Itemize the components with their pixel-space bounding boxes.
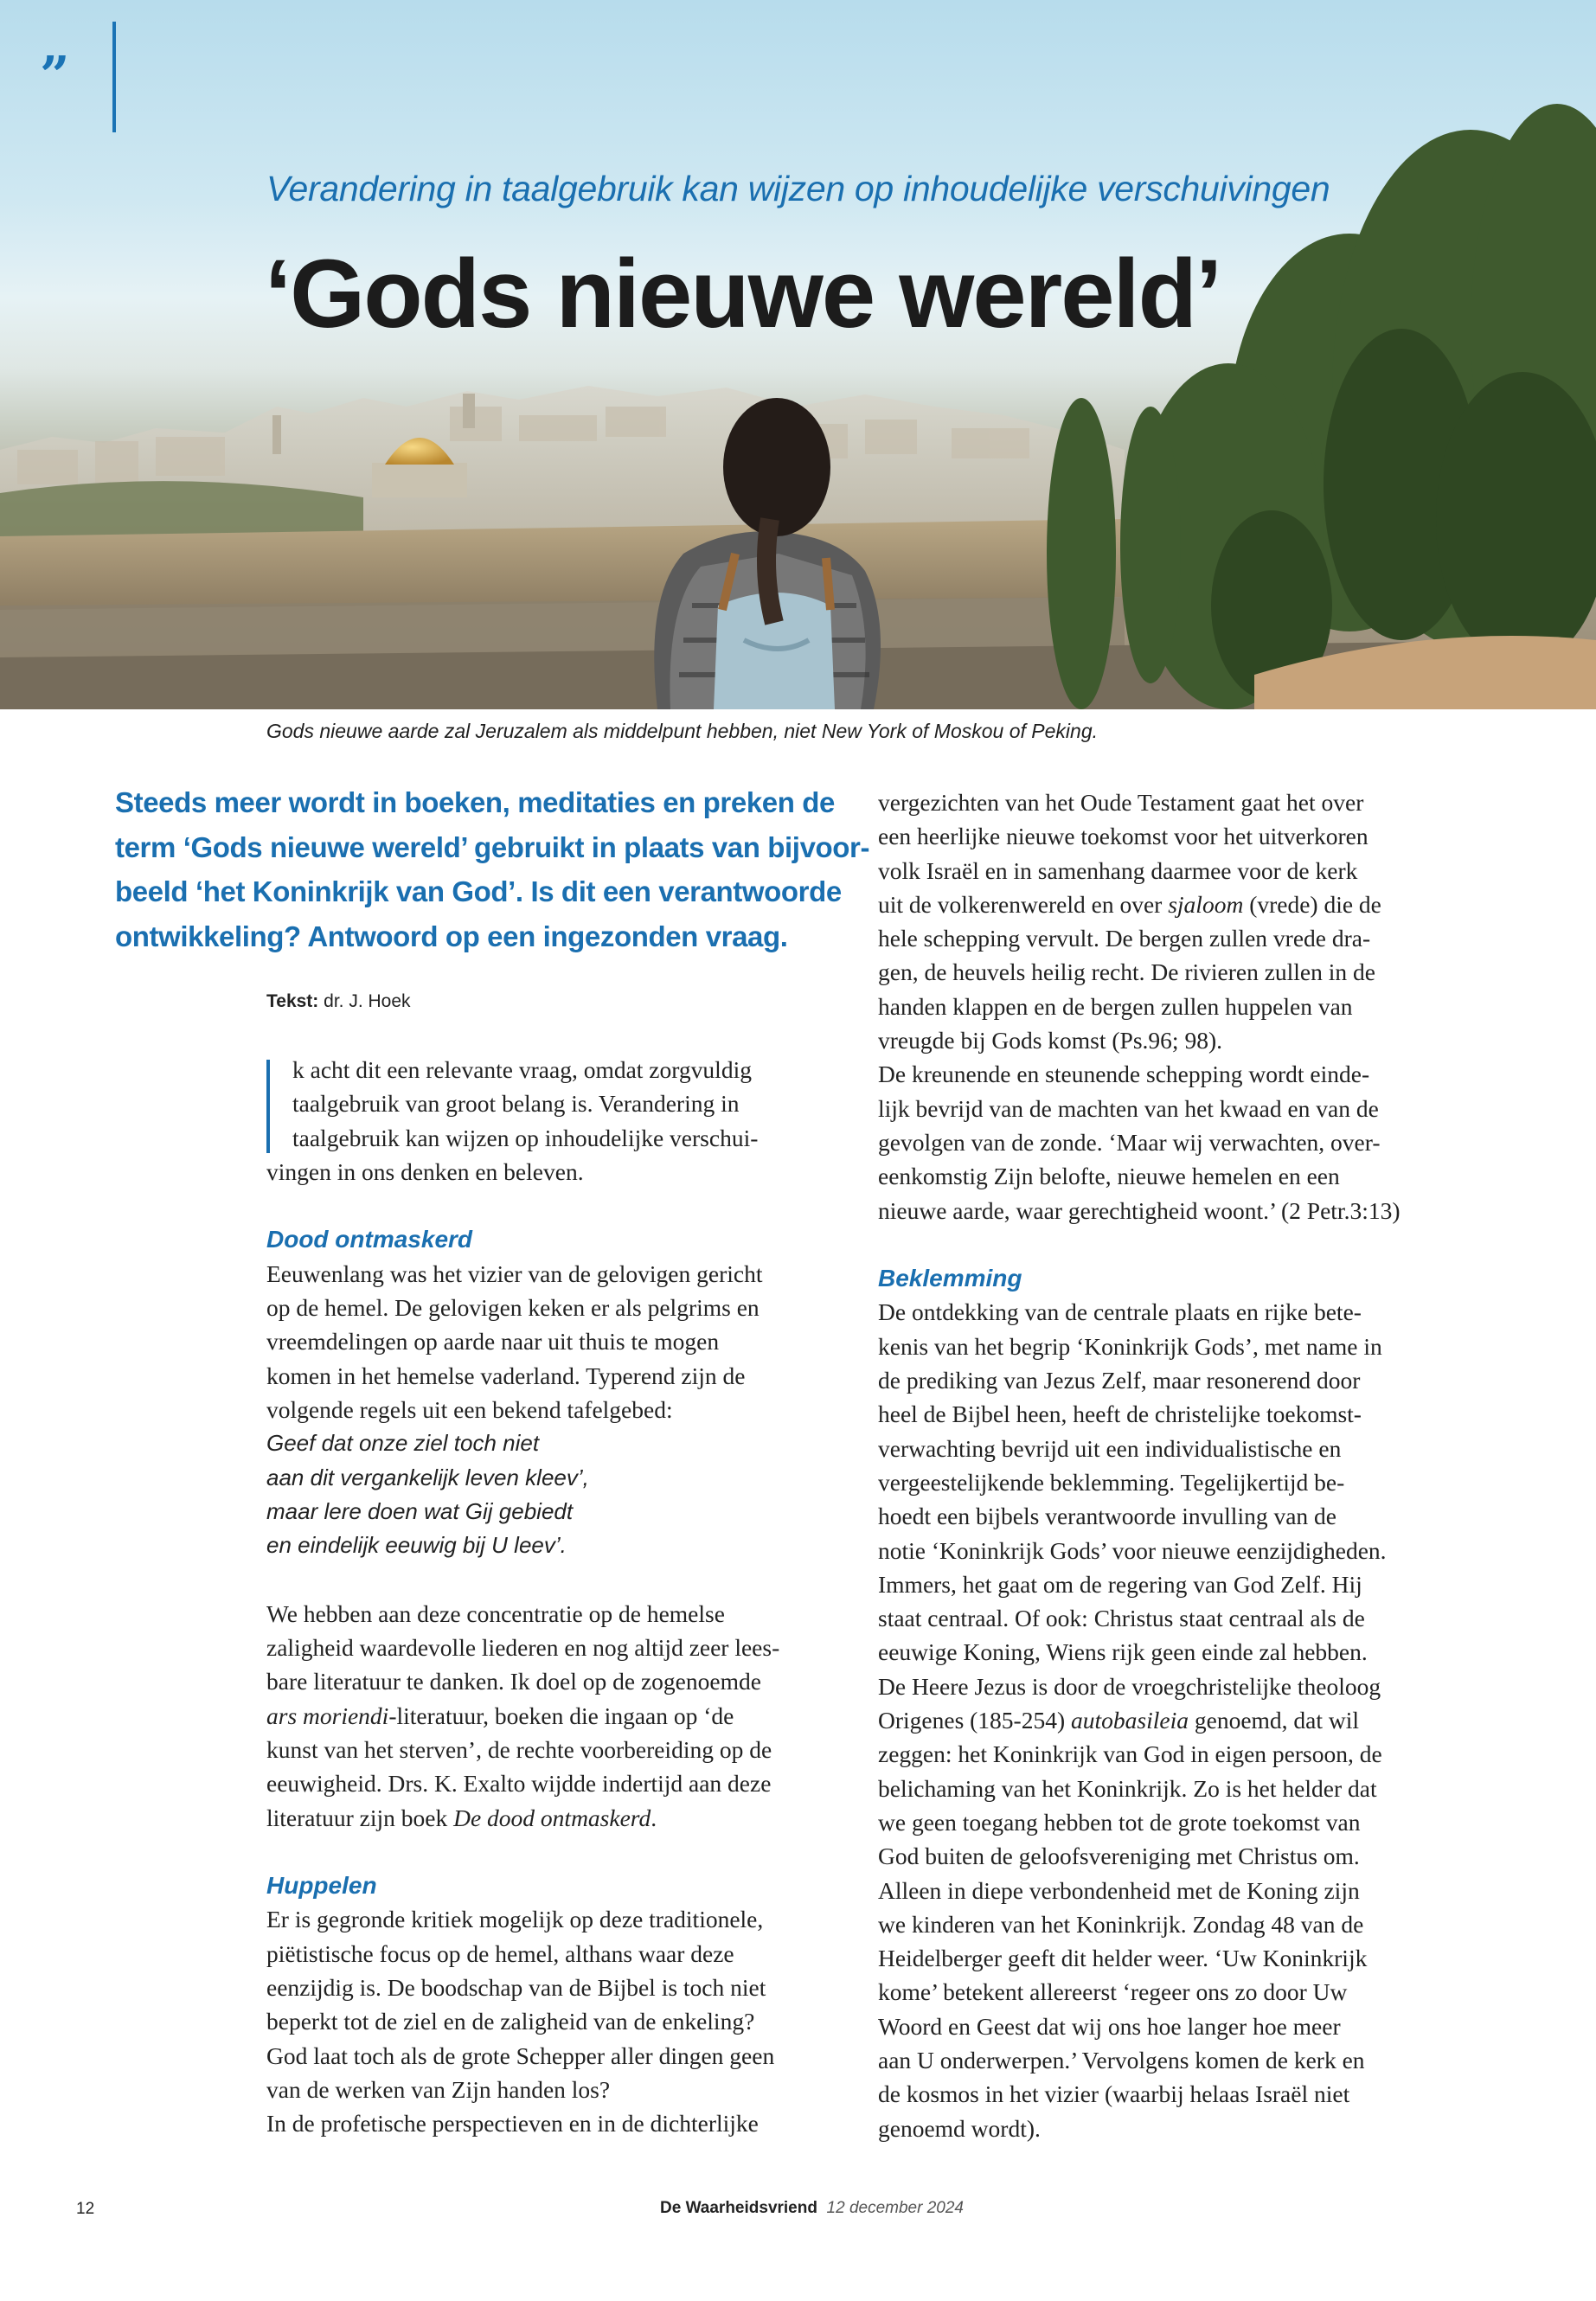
- text-line: De kreunende en steunende schepping wordt einde-: [878, 1061, 1370, 1088]
- hero-banner: [0, 0, 1596, 709]
- text-line: Heidelberger geeft dit helder weer. ‘Uw Koninkrijk: [878, 1945, 1368, 1972]
- text-line: We hebben aan deze concentratie op de hemelse: [266, 1599, 725, 1627]
- text-line: komen in het hemelse vaderland. Typerend zijn de: [266, 1362, 746, 1389]
- text-line: Woord en Geest dat wij ons hoe langer hoe meer: [878, 2012, 1341, 2040]
- book-title: De dood ontmaskerd: [453, 1804, 651, 1831]
- text-line: taalgebruik kan wijzen op inhoudelijke verschui-: [292, 1124, 759, 1151]
- magazine-name: De Waarheidsvriend: [660, 2199, 817, 2217]
- text-line: In de profetische perspectieven en in de dichterlijke: [266, 2110, 759, 2138]
- text-line: vergeestelijkende beklemming. Tegelijkertijd be-: [878, 1468, 1345, 1496]
- text-line: gen, de heuvels heilig recht. De rivieren zullen in de: [878, 958, 1375, 986]
- text-line: hoedt een bijbels verantwoorde invulling van de: [878, 1503, 1336, 1530]
- text-span: -literatuur, boeken die ingaan op ‘de: [388, 1702, 734, 1729]
- text-line: kome’ betekent allereerst ‘regeer ons zo door Uw: [878, 1978, 1348, 2006]
- text-span: (vrede) die de: [1243, 890, 1381, 918]
- subheading-beklemming: Beklemming: [878, 1265, 1022, 1292]
- text-span: genoemd, dat wil: [1188, 1707, 1360, 1734]
- page-number: 12: [76, 2200, 95, 2218]
- text-line: God laat toch als de grote Schepper aller dingen geen: [266, 2041, 775, 2069]
- subheading-dood-ontmaskerd: Dood ontmaskerd: [266, 1226, 473, 1253]
- issue-date: 12 december 2024: [826, 2199, 964, 2217]
- italic-term: ars moriendi: [266, 1702, 389, 1729]
- text-line: [266, 1801, 837, 1835]
- text-line: vergezichten van het Oude Testament gaat het over: [878, 789, 1364, 816]
- text-line: notie ‘Koninkrijk Gods’ voor nieuwe eenzijdigheden.: [878, 1536, 1387, 1564]
- kicker: Verandering in taalgebruik kan wijzen op inhoudelijke verschuivingen: [266, 169, 1330, 208]
- text-line: beperkt tot de ziel en de zaligheid van de enkeling?: [266, 2008, 755, 2035]
- text-line: Eeuwenlang was het vizier van de gelovigen gericht: [266, 1259, 763, 1287]
- text-line: de prediking van Jezus Zelf, maar resonerend door: [878, 1367, 1361, 1394]
- byline: [266, 991, 411, 1012]
- text-line: Er is gegronde kritiek mogelijk op deze traditionele,: [266, 1906, 764, 1933]
- quote-icon: ”: [40, 46, 70, 106]
- text-line: taalgebruik van groot belang is. Verandering in: [292, 1090, 740, 1118]
- text-line: eenkomstig Zijn belofte, nieuwe hemelen en een: [878, 1163, 1340, 1190]
- poem-line: aan dit vergankelijk leven kleev’,: [266, 1464, 589, 1490]
- text-line: we kinderen van het Koninkrijk. Zondag 48 van de: [878, 1910, 1364, 1938]
- text-span: literatuur zijn boek: [266, 1804, 454, 1831]
- subheading-huppelen: Huppelen: [266, 1872, 377, 1900]
- text-line: aan U onderwerpen.’ Vervolgens komen de kerk en: [878, 2046, 1365, 2073]
- page-title: ‘Gods nieuwe wereld’: [265, 240, 1221, 348]
- text-line: volgende regels uit een bekend tafelgebed:: [266, 1395, 673, 1423]
- spacer: [266, 1562, 837, 1596]
- intro-line: term ‘Gods nieuwe wereld’ gebruikt in plaats van bijvoor-: [115, 830, 870, 863]
- spacer: [878, 1227, 1449, 1261]
- text-line: vingen in ons denken en beleven.: [266, 1157, 584, 1185]
- text-line: Immers, het gaat om de regering van God Zelf. Hij: [878, 1570, 1362, 1598]
- intro-line: ontwikkeling? Antwoord op een ingezonden vraag.: [115, 920, 788, 952]
- text-line: kunst van het sterven’, de rechte voorbereiding op de: [266, 1735, 772, 1763]
- text-line: een heerlijke nieuwe toekomst voor het uitverkoren: [878, 823, 1368, 850]
- intro-line: beeld ‘het Koninkrijk van God’. Is dit een verantwoorde: [115, 875, 842, 907]
- text-line: eeuwigheid. Drs. K. Exalto wijdde indertijd aan deze: [266, 1770, 772, 1798]
- spacer: [266, 1189, 837, 1222]
- text-line: verwachting bevrijd uit een individualistische en: [878, 1434, 1342, 1462]
- italic-term: autobasileia: [1071, 1707, 1189, 1734]
- text-line: Alleen in diepe verbondenheid met de Koning zijn: [878, 1876, 1360, 1904]
- text-line: [266, 1699, 837, 1733]
- byline-label: Tekst:: [266, 991, 319, 1011]
- text-line: hele schepping vervult. De bergen zullen vrede dra-: [878, 925, 1371, 952]
- byline-author: dr. J. Hoek: [324, 991, 411, 1011]
- text-line: belichaming van het Koninkrijk. Zo is het helder dat: [878, 1774, 1377, 1802]
- text-line: volk Israël en in samenhang daarmee voor de kerk: [878, 856, 1358, 884]
- spacer: [266, 1835, 837, 1868]
- text-line: De Heere Jezus is door de vroegchristelijke theoloog: [878, 1672, 1381, 1700]
- magazine-footer: [660, 2199, 964, 2218]
- text-line: eeuwige Koning, Wiens rijk geen einde zal hebben.: [878, 1638, 1368, 1666]
- text-line: de kosmos in het vizier (waarbij helaas Israël niet: [878, 2080, 1350, 2108]
- text-line: handen klappen en de bergen zullen huppelen van: [878, 992, 1353, 1020]
- text-line: nieuwe aarde, waar gerechtigheid woont.’ (2 Petr.3:13): [878, 1196, 1401, 1224]
- text-line: lijk bevrijd van de machten van het kwaad en van de: [878, 1094, 1379, 1122]
- text-line: we geen toegang hebben tot de grote toekomst van: [878, 1808, 1361, 1836]
- intro-lead: [115, 780, 870, 958]
- text-line: k acht dit een relevante vraag, omdat zorgvuldig: [292, 1056, 752, 1083]
- italic-term: sjaloom: [1168, 890, 1244, 918]
- poem-line: Geef dat onze ziel toch niet: [266, 1430, 540, 1457]
- text-line: staat centraal. Of ook: Christus staat centraal als de: [878, 1605, 1365, 1632]
- jerusalem-photo: [0, 0, 1596, 709]
- poem-line: maar lere doen wat Gij gebiedt: [266, 1497, 574, 1524]
- opening-paragraph: [266, 1053, 837, 1189]
- text-line: piëtistische focus op de hemel, althans waar deze: [266, 1939, 734, 1967]
- text-line: van de werken van Zijn handen los?: [266, 2075, 611, 2103]
- text-line: genoemd wordt).: [878, 2114, 1041, 2142]
- text-line: heel de Bijbel heen, heeft de christelijke toekomst-: [878, 1400, 1362, 1428]
- text-line: [878, 888, 1449, 921]
- text-span: Origenes (185-254): [878, 1707, 1071, 1734]
- right-column: [878, 785, 1449, 2145]
- text-line: eenzijdig is. De boodschap van de Bijbel is toch niet: [266, 1974, 766, 2002]
- text-line: zaligheid waardevolle liederen en nog altijd zeer lees-: [266, 1634, 780, 1662]
- text-line: God buiten de geloofsvereniging met Christus om.: [878, 1843, 1360, 1870]
- text-line: gevolgen van de zonde. ‘Maar wij verwachten, over-: [878, 1128, 1381, 1156]
- left-column: [266, 1053, 837, 2141]
- poem-line: en eindelijk eeuwig bij U leev’.: [266, 1532, 567, 1559]
- drop-cap-bar: [266, 1060, 270, 1153]
- text-line: [878, 1703, 1449, 1737]
- text-line: De ontdekking van de centrale plaats en rijke bete-: [878, 1298, 1362, 1326]
- text-line: zeggen: het Koninkrijk van God in eigen persoon, de: [878, 1740, 1382, 1768]
- text-line: bare literatuur te danken. Ik doel op de zogenoemde: [266, 1668, 761, 1695]
- text-span: .: [651, 1804, 657, 1831]
- photo-caption: Gods nieuwe aarde zal Jeruzalem als middelpunt hebben, niet New York of Moskou of Peking.: [266, 720, 1099, 742]
- text-line: kenis van het begrip ‘Koninkrijk Gods’, met name in: [878, 1332, 1382, 1360]
- text-span: uit de volkerenwereld en over: [878, 890, 1169, 918]
- text-line: op de hemel. De gelovigen keken er als pelgrims en: [266, 1294, 760, 1322]
- text-line: vreugde bij Gods komst (Ps.96; 98).: [878, 1027, 1222, 1054]
- intro-line: Steeds meer wordt in boeken, meditaties en preken de: [115, 786, 835, 818]
- text-line: vreemdelingen op aarde naar uit thuis te mogen: [266, 1328, 720, 1356]
- quote-rule: [112, 22, 116, 132]
